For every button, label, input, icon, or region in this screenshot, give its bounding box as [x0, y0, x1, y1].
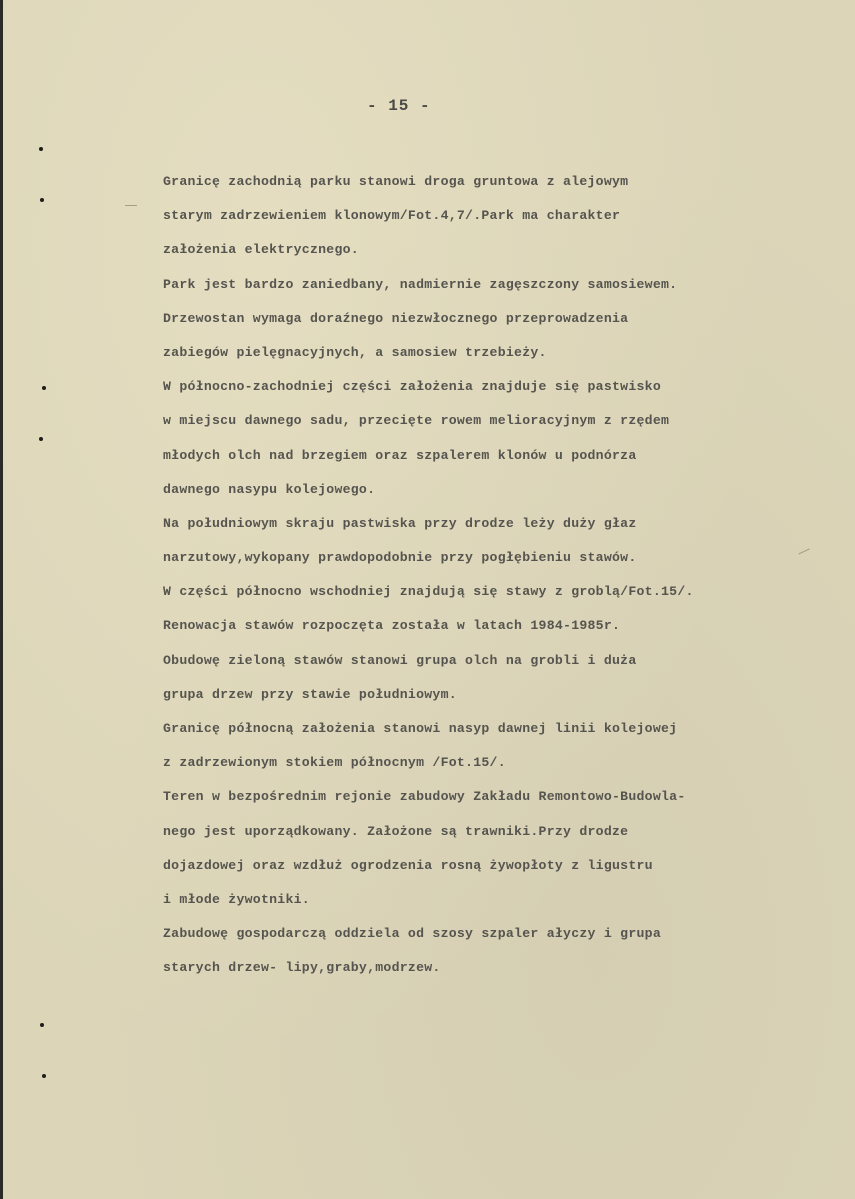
binder-hole-mark	[39, 147, 43, 151]
text-line: grupa drzew przy stawie południowym.	[163, 686, 457, 702]
text-line: W północno-zachodniej części założenia znajduje się pastwisko	[163, 379, 661, 395]
page-number: - 15 -	[367, 97, 431, 115]
paper-blemish	[125, 205, 137, 206]
text-line: W części północno wschodniej znajdują się stawy z groblą/Fot.15/.	[163, 584, 694, 600]
text-line: zabiegów pielęgnacyjnych, a samosiew trzebieży.	[163, 344, 547, 360]
binder-hole-mark	[42, 1074, 46, 1078]
text-line: Zabudowę gospodarczą oddziela od szosy szpaler ałyczy i grupa	[163, 926, 661, 942]
text-line: dawnego nasypu kolejowego.	[163, 481, 376, 497]
text-line: Obudowę zieloną stawów stanowi grupa olch na grobli i duża	[163, 652, 637, 668]
text-line: Renowacja stawów rozpoczęta została w latach 1984-1985r.	[163, 618, 621, 634]
text-line: z zadrzewionym stokiem północnym /Fot.15/.	[163, 755, 506, 771]
binder-hole-mark	[39, 437, 43, 441]
text-line: starym zadrzewieniem klonowym/Fot.4,7/.Park ma charakter	[163, 208, 621, 224]
text-line: narzutowy,wykopany prawdopodobnie przy pogłębieniu stawów.	[163, 550, 637, 566]
body-text	[163, 165, 853, 986]
text-line: Na południowym skraju pastwiska przy drodze leży duży głaz	[163, 515, 637, 531]
text-line: dojazdowej oraz wzdłuż ogrodzenia rosną żywopłoty z ligustru	[163, 857, 653, 873]
binder-hole-mark	[42, 386, 46, 390]
text-line: starych drzew- lipy,graby,modrzew.	[163, 960, 441, 976]
text-line: i młode żywotniki.	[163, 891, 310, 907]
text-line: Drzewostan wymaga doraźnego niezwłocznego przeprowadzenia	[163, 310, 629, 326]
text-line: Granicę północną założenia stanowi nasyp dawnej linii kolejowej	[163, 721, 678, 736]
binder-hole-mark	[40, 1023, 44, 1027]
binder-hole-mark	[40, 198, 44, 202]
text-line: Park jest bardzo zaniedbany, nadmiernie zagęszczony samosiewem.	[163, 276, 678, 292]
text-line: młodych olch nad brzegiem oraz szpalerem klonów u podnórza	[163, 447, 637, 463]
text-line: Teren w bezpośrednim rejonie zabudowy Zakładu Remontowo-Budowla-	[163, 789, 686, 805]
text-line: nego jest uporządkowany. Założone są trawniki.Przy drodze	[163, 823, 629, 839]
text-line: założenia elektrycznego.	[163, 242, 359, 258]
text-line: Granicę zachodnią parku stanowi droga gruntowa z alejowym	[163, 174, 629, 189]
text-line: w miejscu dawnego sadu, przecięte rowem melioracyjnym z rzędem	[163, 413, 670, 429]
